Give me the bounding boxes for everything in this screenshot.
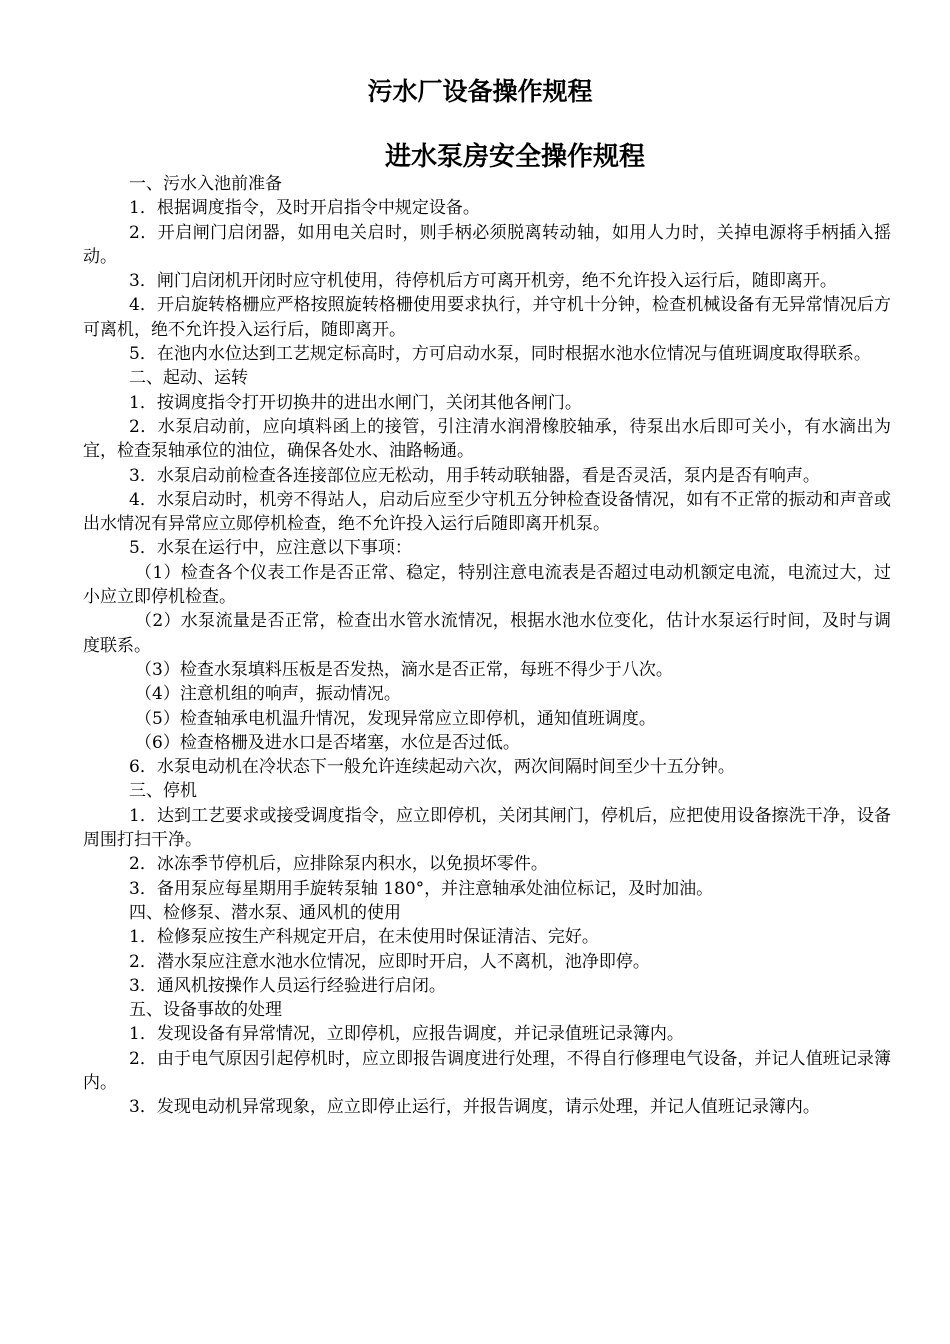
- sub-item: （6）检查格栅及进水口是否堵塞，水位是否过低。: [135, 732, 520, 753]
- section-heading: 一、污水入池前准备: [129, 174, 282, 194]
- paragraph: 1．根据调度指令，及时开启指令中规定设备。: [129, 198, 480, 219]
- paragraph: 2．潜水泵应注意水池水位情况，应即时开启，人不离机，池净即停。: [129, 951, 650, 972]
- paragraph: 3．备用泵应每星期用手旋转泵轴 180°，并注意轴承处油位标记，及时加油。: [129, 878, 714, 899]
- paragraph: 2．由于电气原因引起停机时，应立即报告调度进行处理，不得自行修理电气设备，并记人值班记录簿内。: [83, 1048, 891, 1093]
- paragraph: 2．冰冻季节停机后，应排除泵内积水，以免损坏零件。: [129, 854, 548, 875]
- document-body: [83, 172, 891, 1120]
- paragraph: 1．按调度指令打开切换井的进出水闸门，关闭其他各闸门。: [129, 392, 582, 413]
- paragraph: 5．水泵在运行中，应注意以下事项：: [129, 538, 412, 559]
- section-heading: 三、停机: [129, 781, 197, 802]
- paragraph: 5．在池内水位达到工艺规定标高时，方可启动水泵，同时根据水池水位情况与值班调度取得联系。: [129, 344, 871, 365]
- paragraph: 3．发现电动机异常现象，应立即停止运行，并报告调度，请示处理，并记人值班记录簿内。: [129, 1097, 820, 1118]
- section-heading: 四、检修泵、潜水泵、通风机的使用: [129, 902, 401, 923]
- section-heading: 五、设备事故的处理: [129, 1000, 282, 1021]
- paragraph: 1．发现设备有异常情况，立即停机，应报告调度，并记录值班记录簿内。: [129, 1024, 684, 1045]
- section-heading: 二、起动、运转: [129, 368, 248, 389]
- paragraph: 3．通风机按操作人员运行经验进行启闭。: [129, 975, 446, 996]
- paragraph: 2．水泵启动前，应向填料函上的接管，引注清水润滑橡胶轴承，待泵出水后即可关小，有水滴出为宜，检查泵轴承位的油位，确保各处水、油路畅通。: [83, 416, 891, 462]
- paragraph: 4．开启旋转格栅应严格按照旋转格栅使用要求执行，并守机十分钟，检查机械设备有无异常情况后方可离机，绝不允许投入运行后，随即离开。: [83, 295, 891, 340]
- paragraph: 2．开启闸门启闭器，如用电关启时，则手柄必须脱离转动轴，如用人力时，关掉电源将手柄插入摇动。: [83, 222, 891, 267]
- document-subtitle: 进水泵房安全操作规程: [384, 142, 645, 172]
- paragraph: 6．水泵电动机在冷状态下一般允许连续起动六次，两次间隔时间至少十五分钟。: [129, 757, 735, 778]
- paragraph: 3．闸门启闭机开闭时应守机使用，待停机后方可离开机旁，绝不允许投入运行后，随即离开。: [129, 271, 837, 292]
- sub-item: （5）检查轴承电机温升情况，发现异常应立即停机，通知值班调度。: [135, 708, 656, 729]
- paragraph: 3．水泵启动前检查各连接部位应无松动，用手转动联轴器，看是否灵活，泵内是否有响声。: [129, 465, 820, 486]
- paragraph: 1．达到工艺要求或接受调度指令，应立即停机，关闭其闸门，停机后，应把使用设备擦洗干净，设备周围打扫干净。: [83, 805, 891, 851]
- sub-item: （1）检查各个仪表工作是否正常、稳定，特别注意电流表是否超过电动机额定电流，电流过大，过小应立即停机检查。: [83, 562, 891, 608]
- document-title: 污水厂设备操作规程: [367, 77, 593, 106]
- paragraph: 4．水泵启动时，机旁不得站人，启动后应至少守机五分钟检查设备情况，如有不正常的振动和声音或出水情况有异常应立郧停机检查，绝不允许投入运行后随即离开机泵。: [83, 489, 891, 535]
- sub-item: （2）水泵流量是否正常，检查出水管水流情况，根据水池水位变化，估计水泵运行时间，及时与调度联系。: [83, 611, 891, 656]
- paragraph: 1．检修泵应按生产科规定开启，在未使用时保证清洁、完好。: [129, 927, 599, 948]
- sub-item: （3）检查水泵填料压板是否发热，滴水是否正常，每班不得少于八次。: [135, 659, 673, 680]
- sub-item: （4）注意机组的响声，振动情况。: [135, 684, 401, 705]
